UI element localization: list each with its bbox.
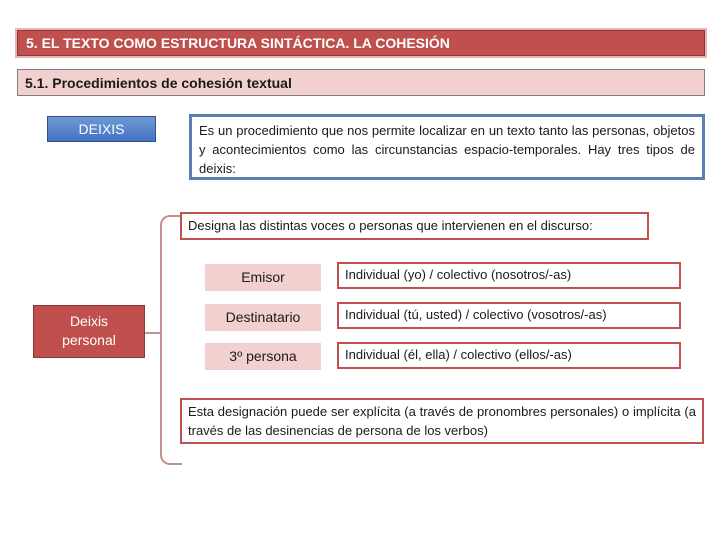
deixis-personal-label-line1: Deixis bbox=[69, 313, 109, 329]
slide-title: 5. EL TEXTO COMO ESTRUCTURA SINTÁCTICA. LA COHESIÓN bbox=[17, 30, 705, 56]
desc-destinatario: Individual (tú, usted) / colectivo (vosotros/-as) bbox=[337, 302, 681, 329]
deixis-personal-label-line2: personal bbox=[62, 332, 116, 348]
designation-note-box: Esta designación puede ser explícita (a través de pronombres personales) o implícita (a través de las desinencias de persona de los verbos) bbox=[180, 398, 704, 444]
section-subtitle: 5.1. Procedimientos de cohesión textual bbox=[17, 69, 705, 96]
type-emisor: Emisor bbox=[205, 264, 321, 291]
type-tercera-persona: 3º persona bbox=[205, 343, 321, 370]
deixis-label-box: DEIXIS bbox=[47, 116, 156, 142]
desc-emisor: Individual (yo) / colectivo (nosotros/-as) bbox=[337, 262, 681, 289]
personal-intro-box: Designa las distintas voces o personas que intervienen en el discurso: bbox=[180, 212, 649, 240]
desc-tercera-persona: Individual (él, ella) / colectivo (ellos/-as) bbox=[337, 342, 681, 369]
type-destinatario: Destinatario bbox=[205, 304, 321, 331]
connector-line bbox=[145, 332, 160, 334]
bracket-connector bbox=[160, 215, 182, 465]
deixis-personal-box bbox=[33, 305, 145, 358]
deixis-definition-box: Es un procedimiento que nos permite localizar en un texto tanto las personas, objetos y acontecimientos como las circunstancias espacio-temporales. Hay tres tipos de deixis: bbox=[189, 114, 705, 180]
